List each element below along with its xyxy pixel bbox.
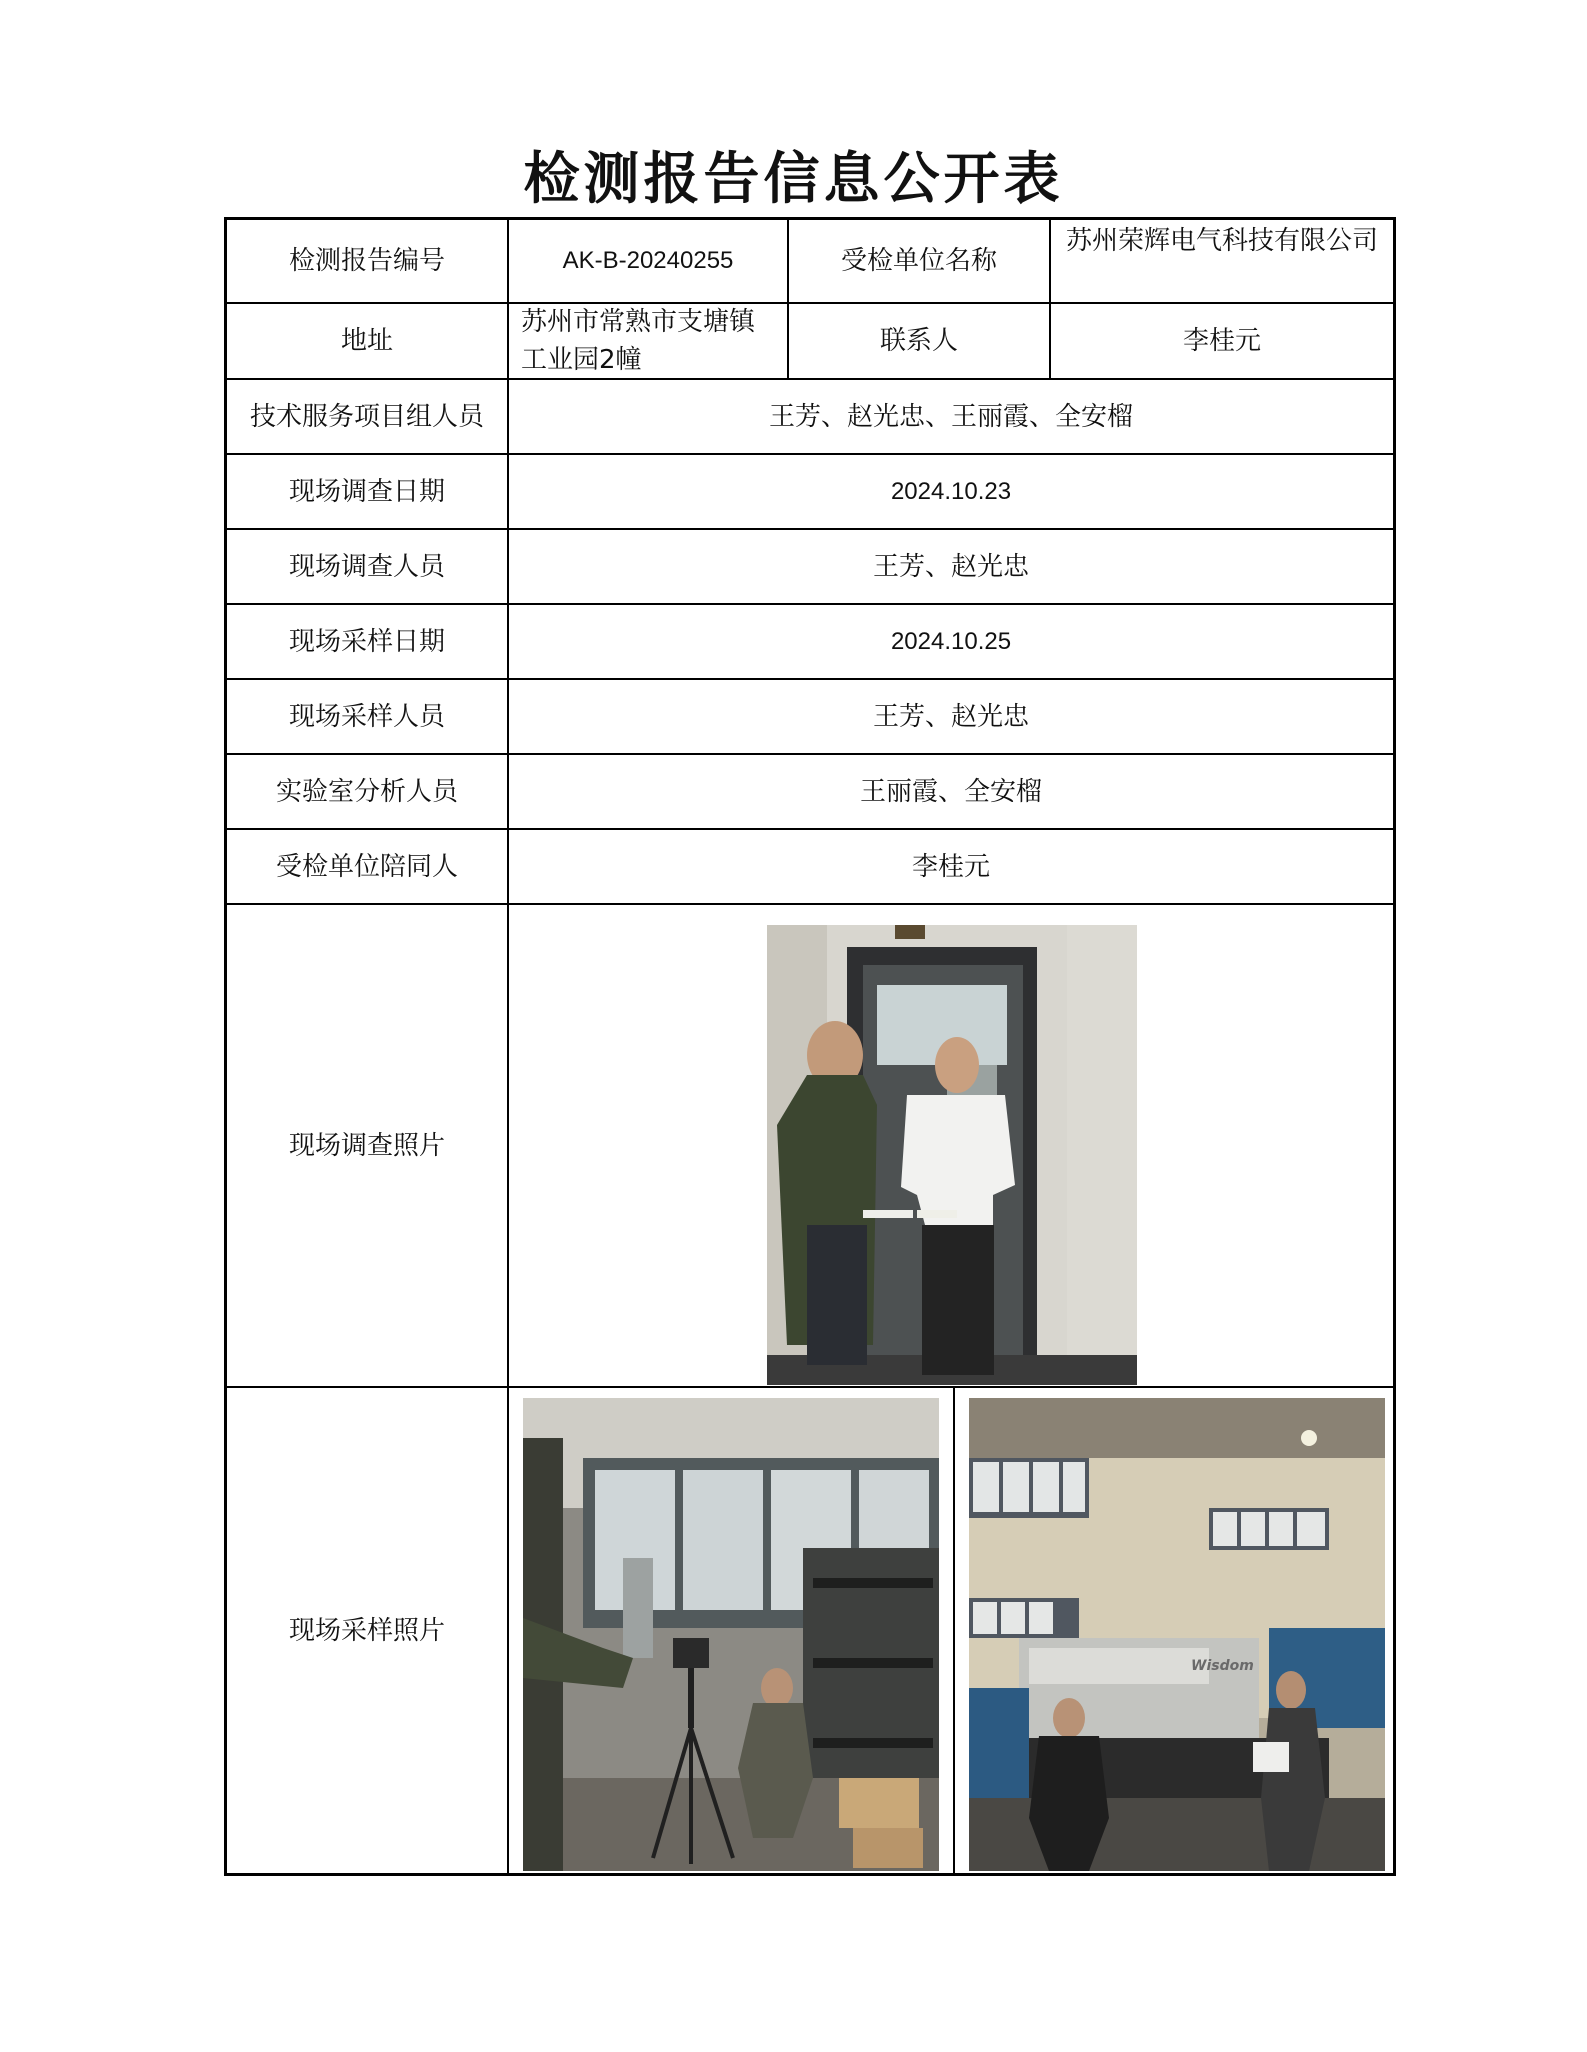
sampling-staff-label: 现场采样人员 (288, 701, 445, 732)
survey-date-label: 现场调查日期 (288, 476, 445, 507)
sampling-photo-1 (523, 1398, 939, 1871)
page-title: 检测报告信息公开表 (523, 147, 1064, 212)
address-label: 地址 (340, 326, 393, 356)
inspected-unit-value: 苏州荣辉电气科技有限公司 (1065, 226, 1378, 256)
sampling-photo-2 (969, 1398, 1385, 1871)
lab-analyst-label: 实验室分析人员 (275, 776, 458, 807)
survey-photo (767, 925, 1137, 1385)
report-number-label: 检测报告编号 (288, 246, 445, 276)
address-value: 苏州市常熟市支塘镇工业园2幢 (521, 307, 756, 375)
sampling-date-value: 2024.10.25 (890, 627, 1012, 655)
info-table (224, 217, 1396, 1876)
escort-value: 李桂元 (911, 851, 990, 882)
project-team-label: 技术服务项目组人员 (249, 401, 484, 432)
sampling-staff-value: 王芳、赵光忠 (872, 701, 1029, 732)
survey-staff-label: 现场调查人员 (288, 551, 445, 582)
sampling-photo-label: 现场采样照片 (288, 1615, 445, 1646)
machine-brand-text: Wisdom (1191, 1658, 1254, 1674)
survey-staff-value: 王芳、赵光忠 (872, 551, 1029, 582)
lab-analyst-value: 王丽霞、全安榴 (859, 776, 1042, 807)
sampling-date-label: 现场采样日期 (288, 626, 445, 657)
report-number-value: AK-B-20240255 (562, 247, 734, 274)
survey-date-value: 2024.10.23 (890, 477, 1012, 505)
survey-photo-label: 现场调查照片 (288, 1130, 445, 1161)
inspected-unit-label: 受检单位名称 (840, 246, 997, 276)
project-team-value: 王芳、赵光忠、王丽霞、全安榴 (768, 401, 1133, 432)
escort-label: 受检单位陪同人 (275, 851, 458, 882)
contact-label: 联系人 (879, 326, 958, 356)
contact-value: 李桂元 (1182, 326, 1261, 356)
